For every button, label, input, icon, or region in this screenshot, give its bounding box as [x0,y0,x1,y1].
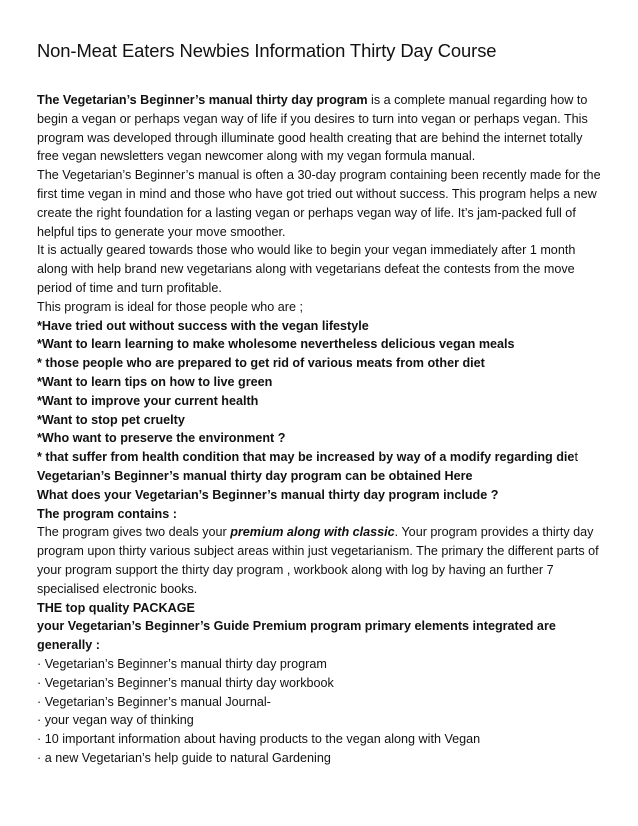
para2-line: helpful tips to generate your move smoother. [37,224,286,239]
premium-heading: your Vegetarian’s Beginner’s Guide Premium program primary elements integrated are [37,619,556,634]
premium-item: · Vegetarian’s Beginner’s manual thirty day workbook [37,675,334,690]
intro-line1-rest: is a complete manual regarding how to [367,93,588,107]
premium-heading: generally : [37,638,100,653]
contains-line1-post: . Your program provides a thirty day [394,525,594,540]
intro-lead: The Vegetarian’s Beginner’s manual thirty day program [37,93,368,107]
premium-item: · a new Vegetarian’s help guide to natural Gardening [37,750,331,765]
ideal-last-bold: * that suffer from health condition that may be increased by way of a modify regarding die [37,450,575,465]
ideal-intro: This program is ideal for those people who are ; [37,299,304,314]
ideal-list-item: *Want to learn tips on how to live green [37,374,273,389]
document-title: Non-Meat Eaters Newbies Information Thirty Day Course [37,40,497,61]
ideal-list-item: *Want to improve your current health [37,393,259,408]
premium-item: · 10 important information about having products to the vegan along with Vegan [37,732,481,747]
ideal-last-tail: t [574,450,578,465]
premium-item: · Vegetarian’s Beginner’s manual thirty day program [37,656,327,671]
para3-line: It is actually geared towards those who would like to begin your vegan immediately after 1 month [37,243,576,258]
contains-line: program upon thirty various subject areas within just vegetarianism. The primary the different parts of [37,544,599,559]
ideal-list-item: *Who want to preserve the environment ? [37,431,286,446]
para2-line: first time vegan in mind and those who have got tried out without success. This program helps a new [37,186,597,201]
intro-line: begin a vegan or perhaps vegan way of life if you desires to turn into vegan or perhaps vegan. This [37,111,588,126]
ideal-list-item: *Want to stop pet cruelty [37,412,185,427]
premium-classic-emphasis: premium along with classic [230,525,395,540]
ideal-list-item [37,448,612,467]
ideal-list-item: *Want to learn learning to make wholesome nevertheless delicious vegan meals [37,337,515,352]
contains-line: your program support the thirty day program , workbook along with log by having an further 7 [37,562,554,577]
premium-item: · Vegetarian’s Beginner’s manual Journal- [37,694,271,709]
contains-line: specialised electronic books. [37,581,198,596]
contains-line [37,523,612,542]
contains-line1-pre: The program gives two deals your [37,525,231,540]
document-body [37,91,612,768]
package-heading: THE top quality PACKAGE [37,600,195,615]
include-question: What does your Vegetarian’s Beginner’s manual thirty day program include ? [37,487,499,502]
obtain-line: Vegetarian’s Beginner’s manual thirty day program can be obtained Here [37,468,473,483]
para2-line: The Vegetarian’s Beginner’s manual is often a 30-day program containing been recently made for the [37,168,601,183]
ideal-list-item: * those people who are prepared to get rid of various meats from other diet [37,356,485,371]
contains-heading: The program contains : [37,506,177,521]
intro-line: program was developed through illuminate good health creating that are behind the internet totally [37,130,583,145]
ideal-list-item: *Have tried out without success with the vegan lifestyle [37,318,369,333]
premium-item: · your vegan way of thinking [37,713,194,728]
para3-line: period of time and turn profitable. [37,280,222,295]
intro-line [37,91,612,110]
para2-line: create the right foundation for a lasting vegan or perhaps vegan way of life. It’s jam-packed full of [37,205,576,220]
para3-line: along with help brand new vegetarians along with vegetarians defeat the contests from the move [37,262,575,277]
intro-line: free vegan newsletters vegan newcomer along with my vegan formula manual. [37,149,476,164]
